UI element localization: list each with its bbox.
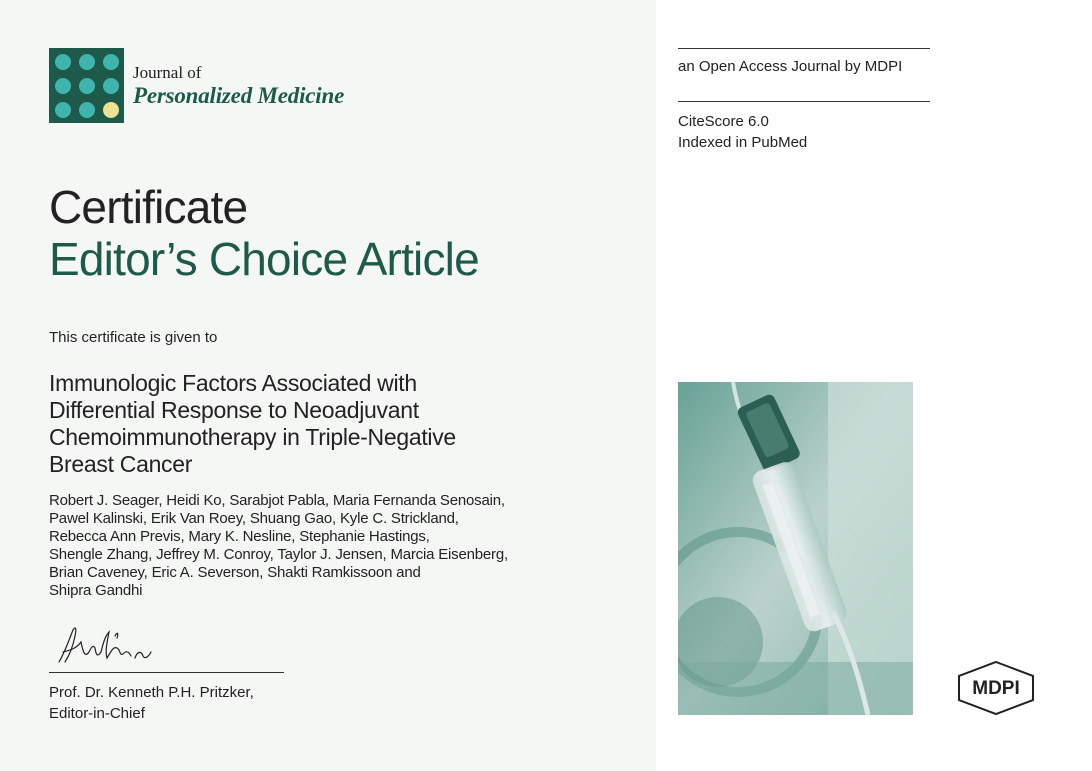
- editor-role: Editor-in-Chief: [49, 705, 145, 722]
- author-line: Shengle Zhang, Jeffrey M. Conroy, Taylor J. Jensen, Marcia Eisenberg,: [49, 546, 508, 563]
- author-line: Pawel Kalinski, Erik Van Roey, Shuang Gao, Kyle C. Strickland,: [49, 510, 459, 527]
- article-title-line: Breast Cancer: [49, 451, 193, 477]
- mdpi-logo-text: MDPI: [972, 678, 1020, 699]
- citescore-text: CiteScore 6.0: [678, 113, 769, 130]
- journal-name-line2: Personalized Medicine: [133, 83, 345, 108]
- journal-name: [133, 64, 344, 107]
- mdpi-logo-icon: [955, 660, 1037, 716]
- article-title-line: Chemoimmunotherapy in Triple-Negative: [49, 424, 456, 450]
- author-line: Shipra Gandhi: [49, 582, 143, 599]
- author-line: Rebecca Ann Previs, Mary K. Nesline, Stephanie Hastings,: [49, 528, 430, 545]
- divider: [678, 48, 930, 49]
- certificate-subtitle: Editor’s Choice Article: [49, 233, 479, 285]
- indexed-text: Indexed in PubMed: [678, 134, 808, 151]
- iv-drip-photo: [678, 382, 913, 715]
- author-line: Brian Caveney, Eric A. Severson, Shakti Ramkissoon and: [49, 564, 421, 581]
- certificate-title: Certificate: [49, 181, 248, 233]
- divider: [678, 101, 930, 102]
- article-title-line: Differential Response to Neoadjuvant: [49, 397, 419, 423]
- editor-name: Prof. Dr. Kenneth P.H. Pritzker,: [49, 684, 254, 701]
- signature-line: [49, 672, 284, 673]
- journal-name-line1: Journal of: [133, 63, 202, 82]
- given-to-text: This certificate is given to: [49, 329, 218, 346]
- open-access-text: an Open Access Journal by MDPI: [678, 58, 903, 75]
- editor-block: [49, 682, 254, 724]
- author-list: [49, 492, 569, 600]
- author-line: Robert J. Seager, Heidi Ko, Sarabjot Pabla, Maria Fernanda Senosain,: [49, 492, 505, 509]
- article-title-line: Immunologic Factors Associated with: [49, 370, 417, 396]
- journal-logo-icon: [49, 48, 124, 123]
- article-title: [49, 370, 569, 478]
- signature-image: [55, 622, 155, 667]
